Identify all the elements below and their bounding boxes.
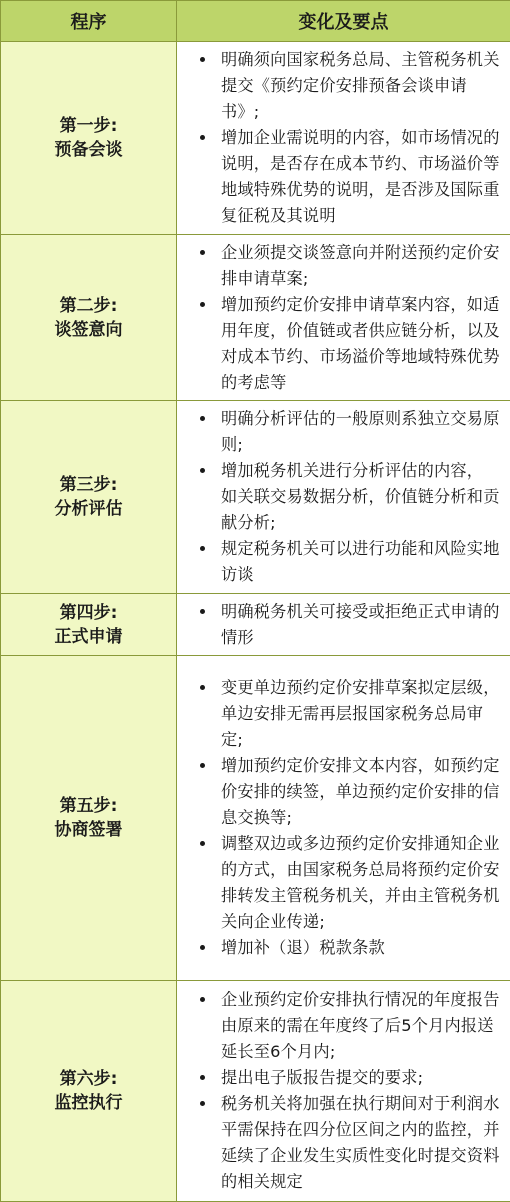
changes-list <box>177 406 504 588</box>
list-item: • 变更单边预约定价安排草案拟定层级，单边安排无需再层报国家税务总局审定; <box>217 675 504 753</box>
step-cell <box>1 981 177 1202</box>
table-row <box>1 656 510 981</box>
table-row <box>1 981 510 1202</box>
list-item: • 企业须提交谈签意向并附送预约定价安排申请草案; <box>217 240 504 292</box>
step-name: 分析评估 <box>1 497 176 521</box>
list-item: • 明确分析评估的一般原则系独立交易原则; <box>217 406 504 458</box>
table-row <box>1 235 510 401</box>
changes-cell <box>177 401 510 594</box>
changes-cell <box>177 42 510 235</box>
list-item: • 规定税务机关可以进行功能和风险实地访谈 <box>217 536 504 588</box>
step-number: 第二步: <box>1 294 176 318</box>
list-item: • 企业预约定价安排执行情况的年度报告由原来的需在年度终了后5个月内报送延长至6个月内; <box>217 987 504 1065</box>
step-cell <box>1 235 177 401</box>
step-cell <box>1 42 177 235</box>
table-row <box>1 594 510 656</box>
changes-list <box>177 240 504 396</box>
changes-cell <box>177 235 510 401</box>
step-number: 第三步: <box>1 473 176 497</box>
changes-list <box>177 599 504 651</box>
step-name: 协商签署 <box>1 818 176 842</box>
step-cell <box>1 594 177 656</box>
step-name: 正式申请 <box>1 625 176 649</box>
list-item: • 增加税务机关进行分析评估的内容， 如关联交易数据分析，价值链分析和贡献分析; <box>217 458 504 536</box>
step-name: 预备会谈 <box>1 138 176 162</box>
step-name: 谈签意向 <box>1 318 176 342</box>
step-cell <box>1 656 177 981</box>
list-item: • 增加预约定价安排申请草案内容，如适用年度，价值链或者供应链分析，以及对成本节约、市场溢价等地域特殊优势的考虑等 <box>217 292 504 396</box>
header-procedure: 程序 <box>1 1 177 42</box>
list-item: • 增加预约定价安排文本内容，如预约定价安排的续签，单边预约定价安排的信息交换等; <box>217 753 504 831</box>
list-item: • 调整双边或多边预约定价安排通知企业的方式，由国家税务总局将预约定价安排转发主管税务机关，并由主管税务机关向企业传递; <box>217 831 504 935</box>
step-number: 第四步: <box>1 601 176 625</box>
table-row <box>1 42 510 235</box>
changes-cell <box>177 656 510 981</box>
changes-list <box>177 47 504 229</box>
list-item: • 增加企业需说明的内容，如市场情况的说明，是否存在成本节约、市场溢价等地域特殊优势的说明，是否涉及国际重复征税及其说明 <box>217 125 504 229</box>
step-number: 第一步: <box>1 114 176 138</box>
step-number: 第六步: <box>1 1067 176 1091</box>
list-item: • 提出电子版报告提交的要求; <box>217 1065 504 1091</box>
header-changes: 变化及要点 <box>177 1 510 42</box>
list-item: • 增加补（退）税款条款 <box>217 935 504 961</box>
changes-list <box>177 987 504 1195</box>
changes-cell <box>177 981 510 1202</box>
list-item: • 明确税务机关可接受或拒绝正式申请的情形 <box>217 599 504 651</box>
step-name: 监控执行 <box>1 1091 176 1115</box>
changes-list <box>177 675 504 961</box>
step-cell <box>1 401 177 594</box>
table-header-row <box>1 1 510 42</box>
changes-cell <box>177 594 510 656</box>
list-item: • 明确须向国家税务总局、主管税务机关提交《预约定价安排预备会谈申请书》; <box>217 47 504 125</box>
table-row <box>1 401 510 594</box>
step-number: 第五步: <box>1 794 176 818</box>
list-item: • 税务机关将加强在执行期间对于利润水平需保持在四分位区间之内的监控，并延续了企业发生实质性变化时提交资料的相关规定 <box>217 1091 504 1195</box>
